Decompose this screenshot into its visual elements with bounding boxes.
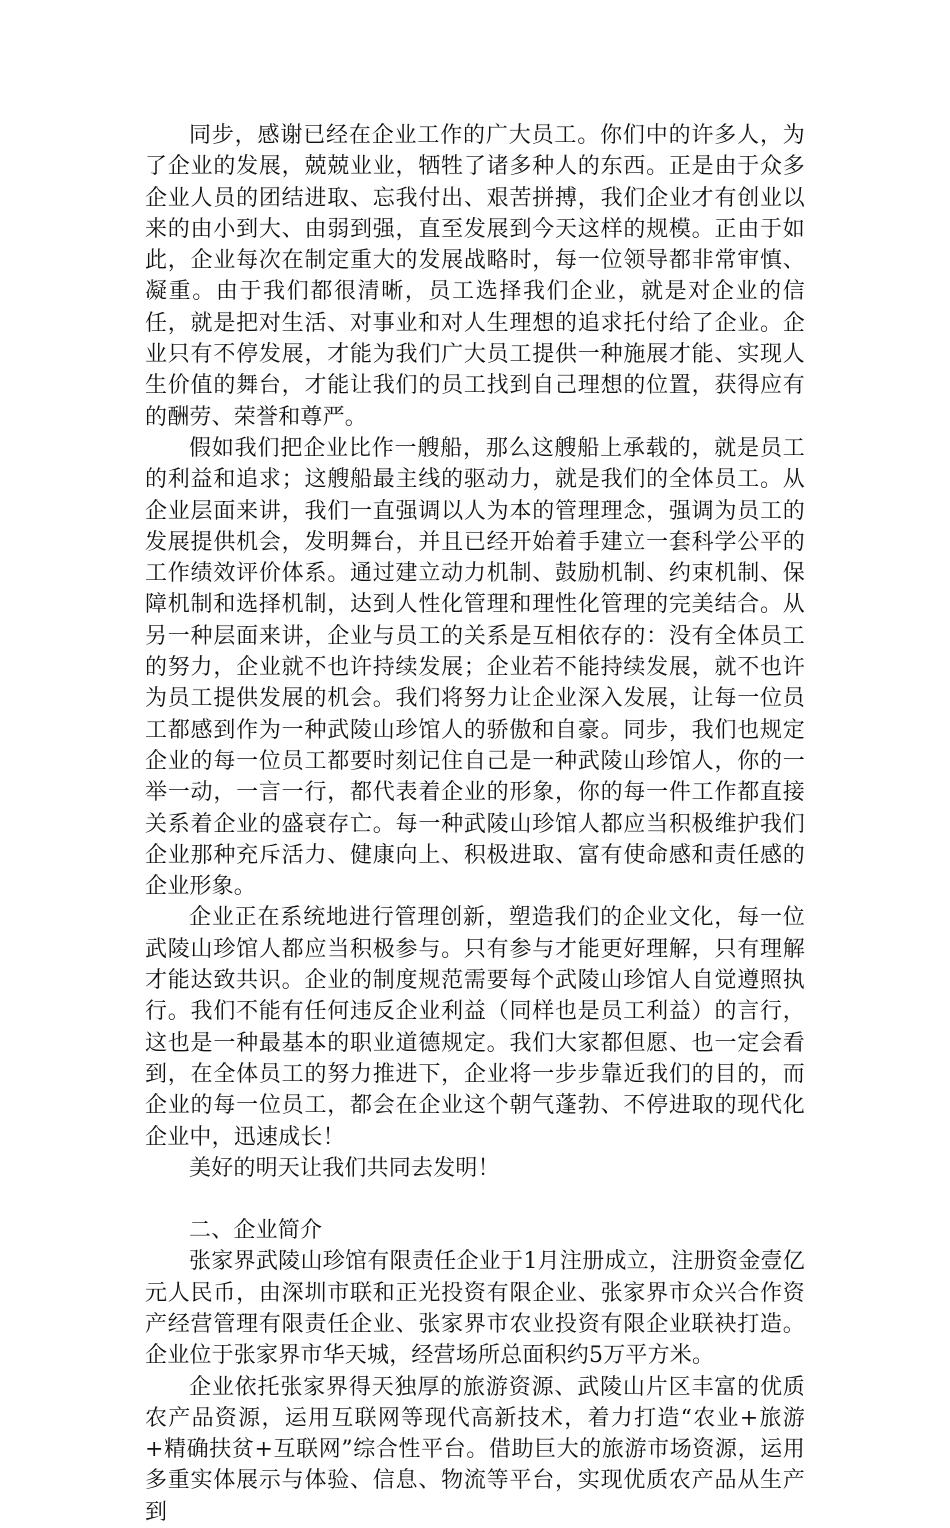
paragraph-2: 假如我们把企业比作一艘船，那么这艘船上承载的，就是员工的利益和追求；这艘船最主线的驱动力，就是我们的全体员工。从企业层面来讲，我们一直强调以人为本的管理理念，强调为员工的发展提供机会，发明舞台，并且已经开始着手建立一套科学公平的工作绩效评价体系。通过建立动力机制、鼓励机制、约束机制、保障机制和选择机制，达到人性化管理和理性化管理的完美结合。从另一种层面来讲，企业与员工的关系是互相依存的：没有全体员工的努力，企业就不也许持续发展；企业若不能持续发展，就不也许为员工提供发展的机会。我们将努力让企业深入发展，让每一位员工都感到作为一种武陵山珍馆人的骄傲和自豪。同步，我们也规定企业的每一位员工都要时刻记住自己是一种武陵山珍馆人，你的一举一动，一言一行，都代表着企业的形象，你的每一件工作都直接关系着企业的盛衰存亡。每一种武陵山珍馆人都应当积极维护我们企业那种充斥活力、健康向上、积极进取、富有使命感和责任感的企业形象。 [145, 435, 805, 900]
paragraph-3: 企业正在系统地进行管理创新，塑造我们的企业文化，每一位武陵山珍馆人都应当积极参与。只有参与才能更好理解，只有理解才能达致共识。企业的制度规范需要每个武陵山珍馆人自觉遵照执行。我们不能有任何违反企业利益（同样也是员工利益）的言行，这也是一种最基本的职业道德规定。我们大家都但愿、也一定会看到，在全体员工的努力推进下，企业将一步步靠近我们的目的，而企业的每一位员工，都会在企业这个朝气蓬勃、不停进取的现代化企业中，迅速成长！ [145, 905, 805, 1150]
document-body [145, 120, 805, 1528]
section-paragraph-1: 张家界武陵山珍馆有限责任企业于1月注册成立，注册资金壹亿元人民币，由深圳市联和正光投资有限企业、张家界市众兴合作资产经营管理有限责任企业、张家界市农业投资有限企业联袂打造。企业位于张家界市华天城，经营场所总面积约5万平方米。 [145, 1249, 805, 1369]
paragraph-1: 同步，感谢已经在企业工作的广大员工。你们中的许多人，为了企业的发展，兢兢业业，牺牲了诸多种人的东西。正是由于众多企业人员的团结进取、忘我付出、艰苦拼搏，我们企业才有创业以来的由小到大、由弱到强，直至发展到今天这样的规模。正由于如此，企业每次在制定重大的发展战略时，每一位领导都非常审慎、凝重。由于我们都很清晰，员工选择我们企业，就是对企业的信任，就是把对生活、对事业和对人生理想的追求托付给了企业。企业只有不停发展，才能为我们广大员工提供一种施展才能、实现人生价值的舞台，才能让我们的员工找到自己理想的位置，获得应有的酬劳、荣誉和尊严。 [145, 123, 805, 430]
section-heading: 二、企业简介 [189, 1218, 323, 1244]
section-paragraph-2: 企业依托张家界得天独厚的旅游资源、武陵山片区丰富的优质农产品资源，运用互联网等现代高新技术，着力打造“农业+旅游+精确扶贫+互联网”综合性平台。借助巨大的旅游市场资源，运用多重实体展示与体验、信息、物流等平台，实现优质农产品从生产到 [145, 1374, 805, 1525]
closing-line: 美好的明天让我们共同去发明！ [189, 1155, 500, 1181]
